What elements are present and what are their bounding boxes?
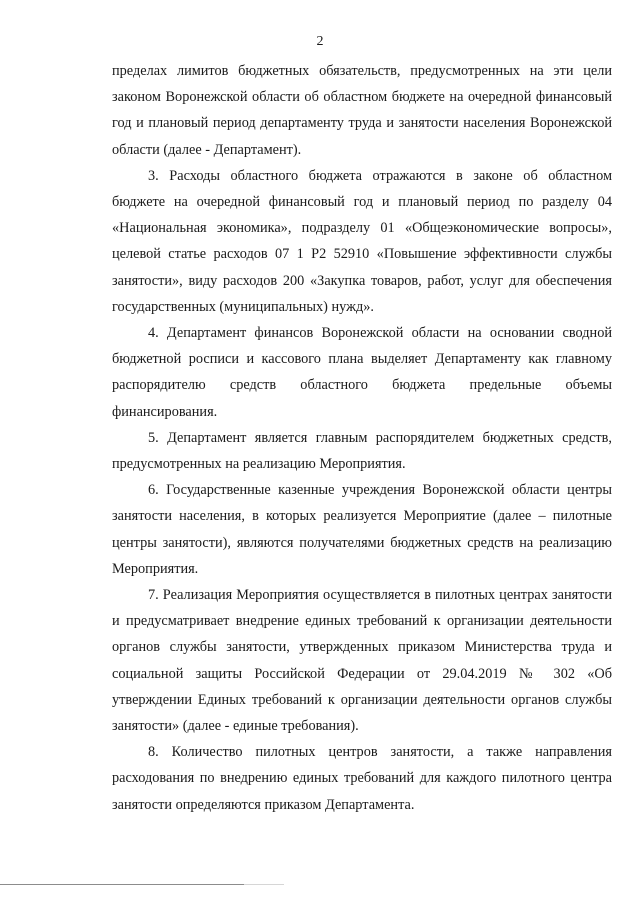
bottom-rule	[0, 884, 244, 885]
paragraph-6: 6. Государственные казенные учреждения Воронежской области центры занятости населения, в которых реализуется Мероприятие (далее – пилотные центры занятости), являются получателями бюджетных средств на реализацию Мероприятия.	[112, 482, 612, 577]
bottom-rule-fade	[244, 884, 284, 885]
paragraph-8: 8. Количество пилотных центров занятости, а также направления расходования по внедрению единых требований для каждого пилотного центра занятости определяются приказом Департамента.	[112, 744, 612, 813]
paragraph-continuation: пределах лимитов бюджетных обязательств, предусмотренных на эти цели законом Воронежской области об областном бюджете на очередной финансовый год и плановый период департаменту труда и занятости населения Воронежской области (далее - Департамент).	[112, 63, 612, 158]
paragraph-4: 4. Департамент финансов Воронежской области на основании сводной бюджетной росписи и кассового плана выделяет Департаменту как главному распорядителю средств областного бюджета предельные объемы финансирования.	[112, 325, 612, 420]
page-number: 2	[316, 34, 324, 49]
paragraph-3: 3. Расходы областного бюджета отражаются в законе об областном бюджете на очередной финансовый год и плановый период по разделу 04 «Национальная экономика», подразделу 01 «Общеэкономические вопросы», целевой статье расходов 07 1 Р2 52910 «Повышение эффективности службы занятости», виду расходов 200 «Закупка товаров, работ, услуг для обеспечения государственных (муниципальных) нужд».	[112, 167, 612, 315]
document-body	[112, 58, 612, 818]
paragraph-5: 5. Департамент является главным распорядителем бюджетных средств, предусмотренных на реализацию Мероприятия.	[112, 429, 612, 473]
paragraph-7: 7. Реализация Мероприятия осуществляется в пилотных центрах занятости и предусматривает внедрение единых требований к организации деятельности органов службы занятости, утвержденных приказом Министерства труда и социальной защиты Российской Федерации от 29.04.2019 № 302 «Об утверждении Единых требований к организации деятельности органов службы занятости» (далее - единые требования).	[112, 587, 612, 735]
